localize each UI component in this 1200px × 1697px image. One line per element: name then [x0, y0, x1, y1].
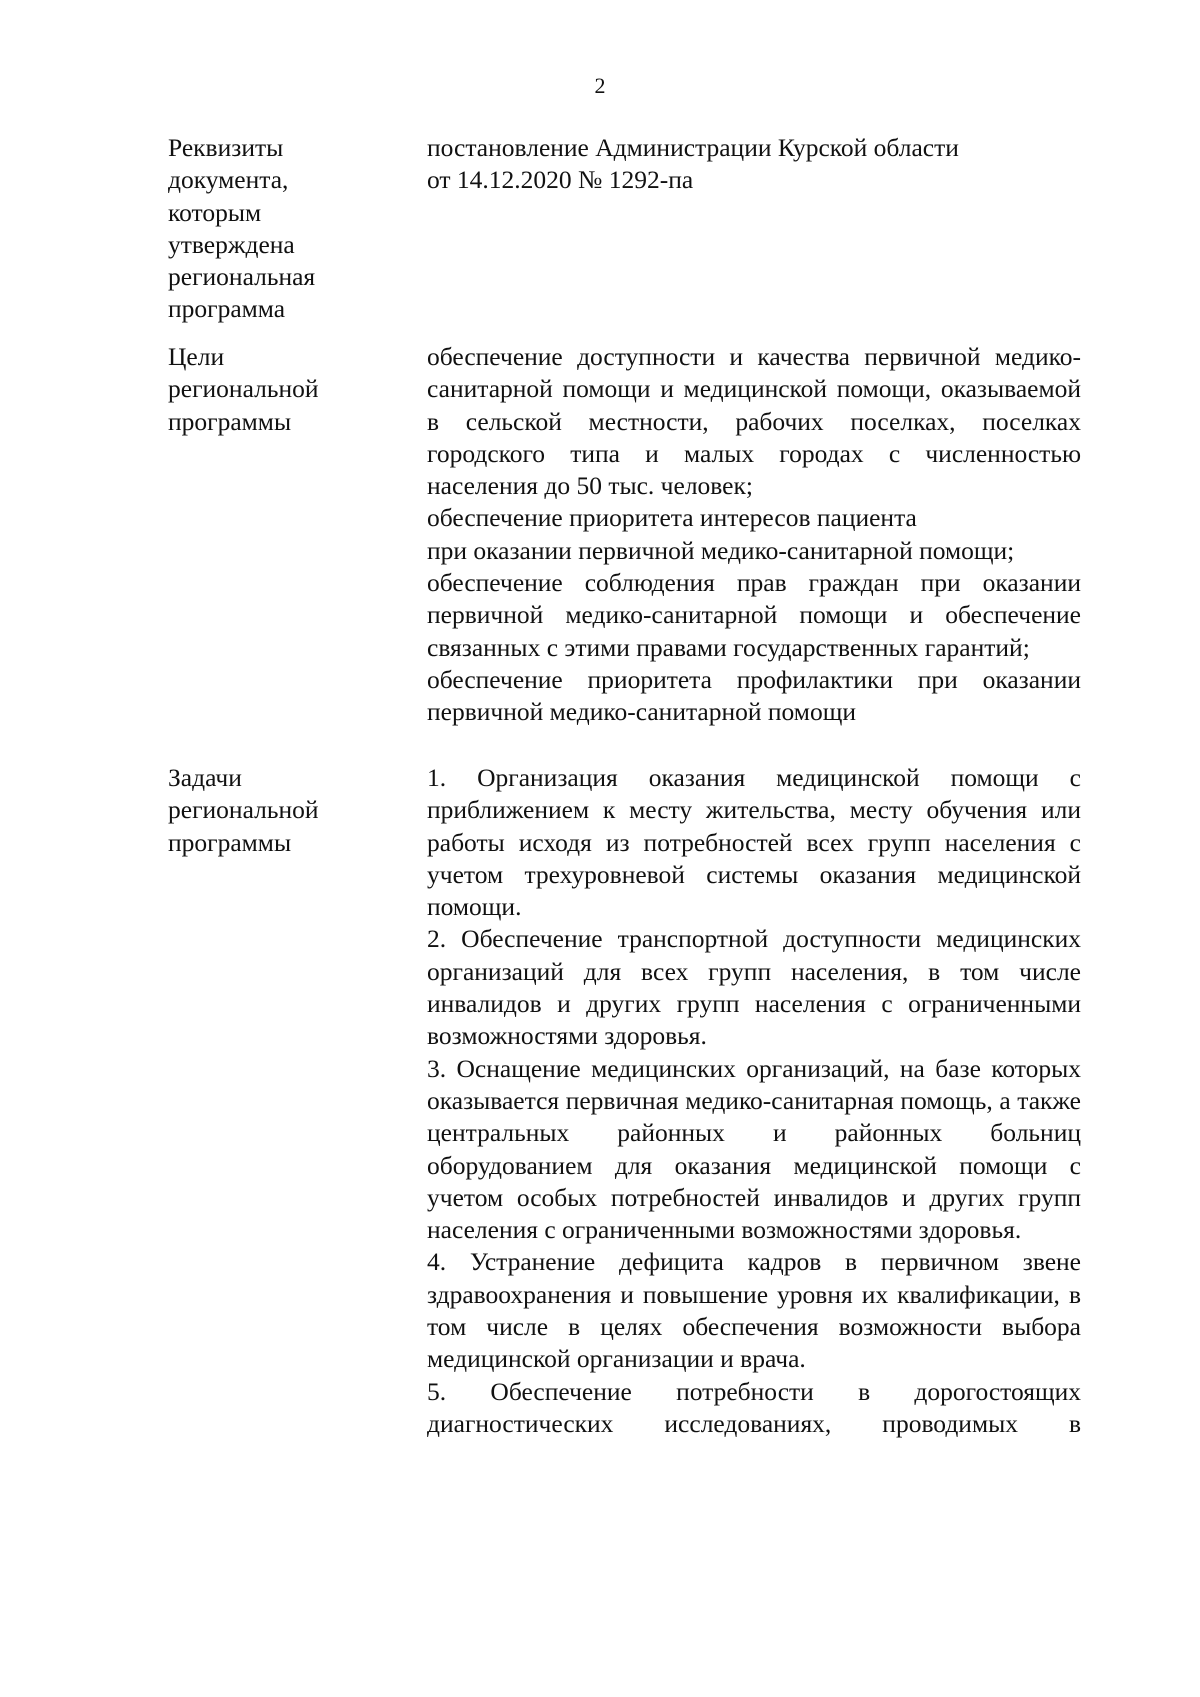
section-label: Реквизиты документа, которым утверждена региональная программа	[168, 133, 316, 324]
section-label: Задачи региональной программы	[168, 763, 319, 857]
section-content	[427, 762, 1081, 1440]
paragraph: обеспечение приоритета профилактики при оказании первичной медико-санитарной помощи	[427, 664, 1081, 727]
section-content	[427, 132, 1081, 197]
task-item: 3. Оснащение медицинских организаций, на базе которых оказывается первичная медико-санитарная помощь, а также центральных районных и районных больниц оборудованием для оказания медицинской помощи с учетом особых потребностей инвалидов и других групп населения с ограниченными возможностями здоровья.	[427, 1053, 1081, 1245]
paragraph: обеспечение соблюдения прав граждан при оказании первичной медико-санитарной помощи и обеспечение связанных с этими правами государственных гарантий;	[427, 568, 1081, 662]
section-label: Цели региональной программы	[168, 342, 319, 436]
paragraph: при оказании первичной медико-санитарной помощи;	[427, 535, 1015, 565]
page-number: 2	[594, 73, 606, 98]
task-item: 2. Обеспечение транспортной доступности медицинских организаций для всех групп населения, в том числе инвалидов и других групп населения с ограниченными возможностями здоровья.	[427, 924, 1081, 1051]
section-content	[427, 341, 1081, 729]
task-item: 5. Обеспечение потребности в дорогостоящих диагностических исследованиях, проводимых в	[427, 1376, 1081, 1438]
paragraph: постановление Администрации Курской области	[427, 133, 959, 162]
task-item: 4. Устранение дефицита кадров в первичном звене здравоохранения и повышение уровня их квалификации, в том числе в целях обеспечения возможности выбора медицинской организации и врача.	[427, 1247, 1081, 1374]
paragraph: обеспечение доступности и качества первичной медико-санитарной помощи и медицинской помощи, оказываемой в сельской местности, рабочих поселках, поселках городского типа и малых городах с численностью населения до 50 тыс. человек;	[427, 342, 1081, 501]
paragraph: обеспечение приоритета интересов пациента	[427, 503, 917, 533]
task-item: 1. Организация оказания медицинской помощи с приближением к месту жительства, месту обучения или работы исходя из потребностей всех групп населения с учетом трехуровневой системы оказания медицинской помощи.	[427, 763, 1081, 922]
paragraph: от 14.12.2020 № 1292-па	[427, 165, 694, 195]
